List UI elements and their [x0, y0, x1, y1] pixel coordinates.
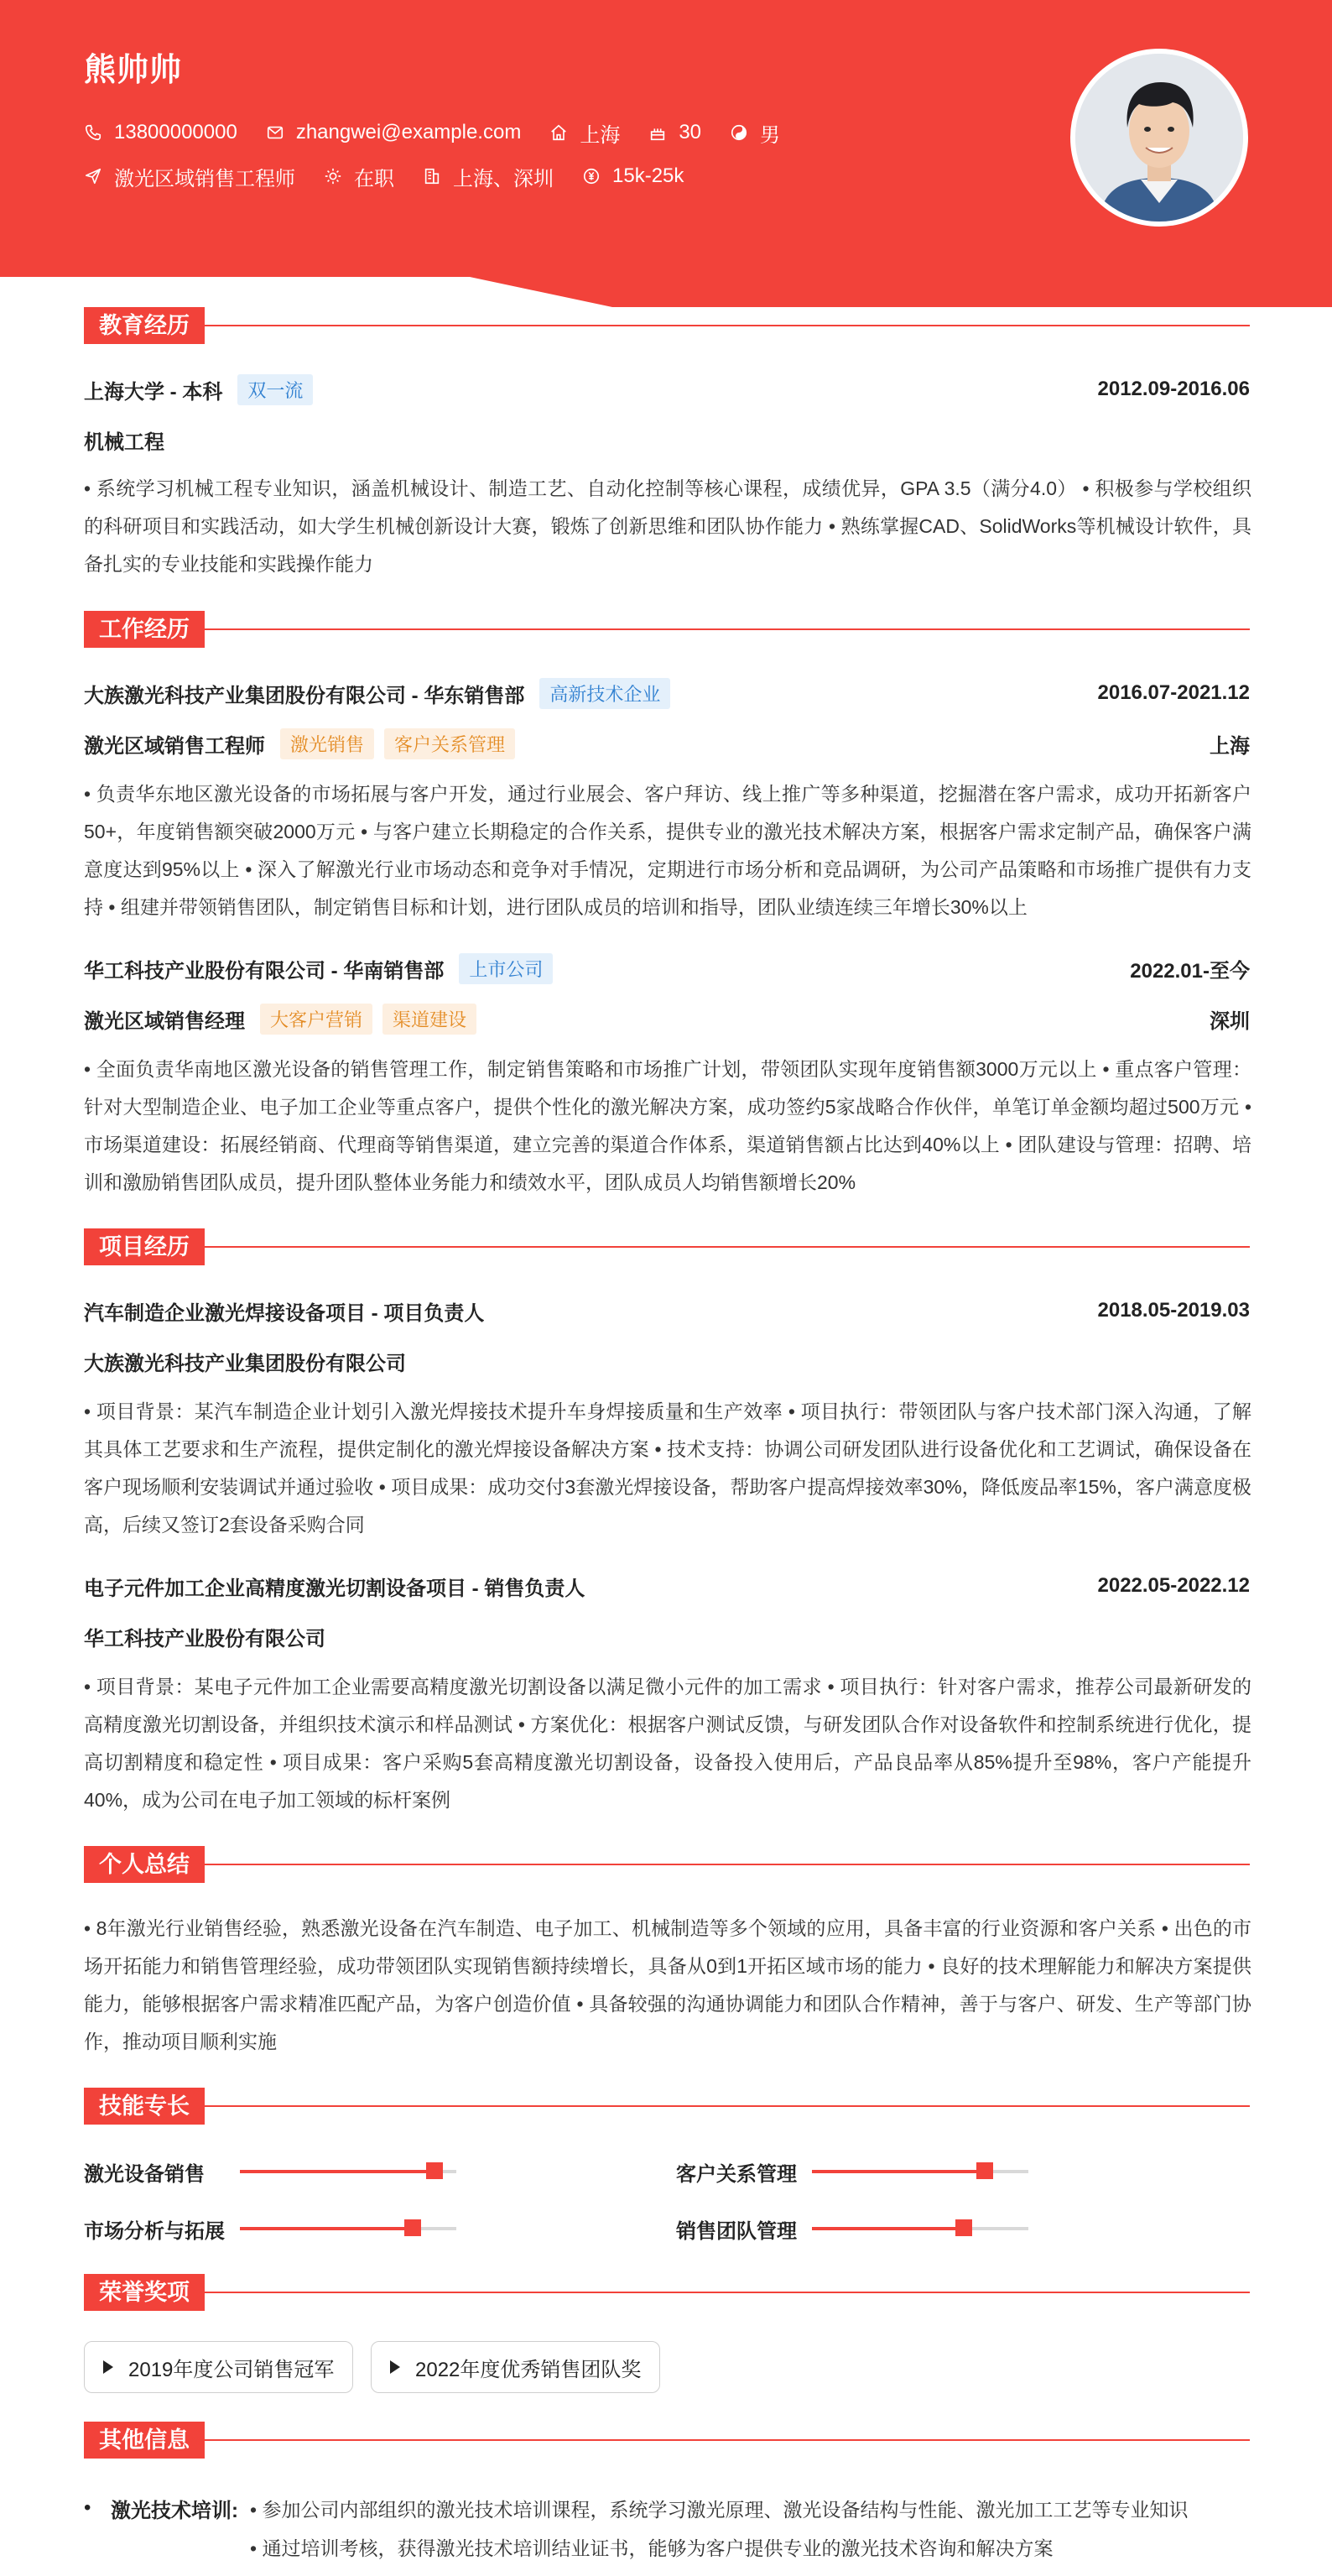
- salary-icon: [582, 167, 601, 185]
- bullet-dot: •: [84, 2496, 91, 2519]
- school-name: 上海大学 - 本科: [84, 380, 223, 404]
- job-intent-row: [84, 161, 712, 191]
- school-tag: 双一流: [237, 374, 313, 405]
- summary-description: • 8年激光行业销售经验，熟悉激光设备在汽车制造、电子加工、机械制造等多个领域的应用，具备丰富的行业资源和客户关系 • 出色的市场开拓能力和销售管理经验，成功带领团队实现销售额持续增长，具备从0到1开拓区域市场的能力 • 良好的技术理解能力和解决方案提供能力，能够根据客户需求精准匹配产品，为客户创造价值 • 具备较强的沟通协调能力和团队合作精神，善于与客户、研发、生产等部门协作，推动项目顺利实施: [84, 1917, 1251, 2052]
- avatar-portrait: [1075, 54, 1243, 222]
- work-company-row: [84, 952, 1250, 985]
- other-info: [84, 2489, 1258, 2566]
- education-section-header: [84, 307, 1250, 344]
- section-divider: [205, 2105, 1250, 2107]
- work-date: 2022.01-至今: [1130, 959, 1250, 983]
- section-divider: [205, 2292, 1250, 2293]
- gender-text: 男: [760, 123, 781, 147]
- education-description: • 系统学习机械工程专业知识，涵盖机械设计、制造工艺、自动化控制等核心课程，成绩优异，GPA 3.5（满分4.0） • 积极参与学校组织的科研项目和实践活动，如大学生机械创新设计大赛，锻炼了创新思维和团队协作能力 • 熟练掌握CAD、SolidWorks等机械设计软件，具备扎实的专业技能和实践操作能力: [84, 477, 1251, 575]
- work-title-row: [84, 727, 1250, 760]
- project-row: [84, 1569, 1250, 1603]
- work-section-title: 工作经历: [84, 611, 205, 648]
- projects-section-header: [84, 1228, 1250, 1265]
- work-location: 上海: [1210, 734, 1250, 758]
- section-divider: [205, 1246, 1250, 1248]
- project-name: 电子元件加工企业高精度激光切割设备项目 - 销售负责人: [84, 1577, 585, 1600]
- skill-level-marker: [976, 2162, 993, 2179]
- project-row: [84, 1294, 1250, 1327]
- project-company: 华工科技产业股份有限公司: [84, 1627, 325, 1650]
- section-divider: [205, 2439, 1250, 2441]
- project-date: 2022.05-2022.12: [1097, 1574, 1250, 1597]
- phone-icon: [84, 123, 102, 142]
- skill-fill: [240, 2227, 413, 2230]
- skill-tag: 客户关系管理: [384, 728, 515, 759]
- salary-text: 15k-25k: [612, 164, 684, 187]
- building-icon: [423, 167, 441, 185]
- award-badge: [371, 2341, 660, 2393]
- skill-level-marker: [955, 2219, 972, 2236]
- project-company-row: [84, 1344, 1250, 1378]
- work-company-row: [84, 676, 1250, 710]
- skill-tag: 激光销售: [280, 728, 374, 759]
- honors-section-title: 荣誉奖项: [84, 2274, 205, 2311]
- other-info-line: [84, 2527, 1258, 2566]
- other-info-line: [84, 2489, 1258, 2527]
- work-date: 2016.07-2021.12: [1097, 681, 1250, 704]
- summary-section-header: [84, 1846, 1250, 1883]
- phone-text: 13800000000: [114, 121, 237, 143]
- education-row: [84, 373, 1250, 406]
- skill-bar: [240, 2227, 456, 2230]
- skill-fill: [812, 2227, 964, 2230]
- education-date: 2012.09-2016.06: [1097, 378, 1250, 400]
- work-description: • 负责华东地区激光设备的市场拓展与客户开发，通过行业展会、客户拜访、线上推广等多种渠道，挖掘潜在客户需求，成功开拓新客户50+，年度销售额突破2000万元 • 与客户建立长期稳定的合作关系，提供专业的激光技术解决方案，根据客户需求定制产品，确保客户满意度达到95%以上 • 深入了解激光行业市场动态和竞争对手情况，定期进行市场分析和竞品调研，为公司产品策略和市场推广提供有力支持 • 组建并带领销售团队，制定销售目标和计划，进行团队成员的培训和指导，团队业绩连续三年增长30%以上: [84, 783, 1251, 918]
- skill-item: [84, 2212, 456, 2245]
- city-text: 上海: [580, 123, 621, 147]
- major-row: [84, 423, 1250, 456]
- skill-name: 激光设备销售: [84, 2162, 205, 2186]
- status-icon: [324, 167, 342, 185]
- award-text: 2019年度公司销售冠军: [128, 2358, 335, 2381]
- age-text: 30: [679, 121, 702, 143]
- major-name: 机械工程: [84, 430, 164, 454]
- section-divider: [205, 1864, 1250, 1865]
- skill-name: 销售团队管理: [676, 2219, 797, 2243]
- gender-icon: [730, 123, 748, 142]
- skill-bar: [240, 2170, 456, 2173]
- summary-section-title: 个人总结: [84, 1846, 205, 1883]
- play-triangle-icon: [390, 2360, 400, 2374]
- work-description: • 全面负责华南地区激光设备的销售管理工作，制定销售策略和市场推广计划，带领团队实现年度销售额3000万元以上 • 重点客户管理：针对大型制造企业、电子加工企业等重点客户，提供个性化的激光解决方案，成功签约5家战略合作伙伴，单笔订单金额均超过500万元 • 市场渠道建设：拓展经销商、代理商等销售渠道，建立完善的渠道合作体系，渠道销售额占比达到40%以上 • 团队建设与管理：招聘、培训和激励销售团队成员，提升团队整体业务能力和绩效水平，团队成员人均销售额增长20%: [84, 1058, 1251, 1193]
- other-info-text: • 通过培训考核，获得激光技术培训结业证书，能够为客户提供专业的激光技术咨询和解决方案: [250, 2537, 1054, 2559]
- status-item: [324, 162, 394, 191]
- home-icon: [549, 123, 568, 142]
- position-text: 激光区域销售工程师: [114, 167, 295, 190]
- work-title: 激光区域销售经理: [84, 1009, 245, 1033]
- work-company: 大族激光科技产业集团股份有限公司 - 华东销售部: [84, 684, 525, 707]
- age-item: [648, 121, 701, 144]
- award-text: 2022年度优秀销售团队奖: [415, 2358, 642, 2381]
- phone-item: [84, 121, 237, 144]
- work-title-row: [84, 1002, 1250, 1035]
- skill-name: 客户关系管理: [676, 2162, 797, 2186]
- project-date: 2018.05-2019.03: [1097, 1299, 1250, 1322]
- other-section-title: 其他信息: [84, 2422, 205, 2459]
- status-text: 在职: [354, 167, 394, 190]
- city-item: [549, 118, 620, 148]
- honors-section-header: [84, 2274, 1250, 2311]
- project-description: • 项目背景：某电子元件加工企业需要高精度激光切割设备以满足微小元件的加工需求 • 项目执行：针对客户需求，推荐公司最新研发的高精度激光切割设备，并组织技术演示和样品测试 • 方案优化：根据客户测试反馈，与研发团队合作对设备软件和控制系统进行优化，提高切割精度和稳定性 • 项目成果：客户采购5套高精度激光切割设备，设备投入使用后，产品良品率从85%提升至98%，客户产能提升40%，成为公司在电子加工领域的标杆案例: [84, 1676, 1251, 1811]
- target-city-text: 上海、深圳: [453, 167, 554, 190]
- email-text: zhangwei@example.com: [295, 121, 522, 143]
- skill-bar: [812, 2227, 1028, 2230]
- section-divider: [205, 325, 1250, 326]
- other-info-label: 激光技术培训:: [111, 2499, 238, 2522]
- avatar: [1070, 49, 1248, 227]
- other-section-header: [84, 2422, 1250, 2459]
- skill-level-marker: [404, 2219, 421, 2236]
- resume-header: [0, 0, 1332, 310]
- skills-section-header: [84, 2088, 1250, 2125]
- company-tag: 高新技术企业: [539, 678, 670, 709]
- award-badge: [84, 2341, 353, 2393]
- skill-name: 市场分析与拓展: [84, 2219, 225, 2243]
- work-section-header: [84, 611, 1250, 648]
- project-company-row: [84, 1619, 1250, 1653]
- send-icon: [84, 167, 102, 185]
- other-info-text: • 参加公司内部组织的激光技术培训课程，系统学习激光原理、激光设备结构与性能、激光加工工艺等专业知识: [250, 2498, 1189, 2521]
- email-item: [266, 121, 522, 144]
- position-item: [84, 162, 295, 191]
- education-section-title: 教育经历: [84, 307, 205, 344]
- skill-tag: 大客户营销: [260, 1004, 372, 1035]
- gender-item: [730, 118, 780, 148]
- section-divider: [205, 628, 1250, 630]
- project-name: 汽车制造企业激光焊接设备项目 - 项目负责人: [84, 1301, 485, 1325]
- skill-fill: [812, 2170, 985, 2173]
- project-company: 大族激光科技产业集团股份有限公司: [84, 1352, 406, 1375]
- candidate-name: 熊帅帅: [84, 53, 183, 88]
- projects-section-title: 项目经历: [84, 1228, 205, 1265]
- salary-item: [582, 164, 684, 188]
- work-company: 华工科技产业股份有限公司 - 华南销售部: [84, 959, 445, 983]
- skill-bar: [812, 2170, 1028, 2173]
- work-title: 激光区域销售工程师: [84, 734, 265, 758]
- contact-row: [84, 117, 809, 148]
- play-triangle-icon: [103, 2360, 113, 2374]
- company-tag: 上市公司: [459, 953, 553, 984]
- skill-fill: [240, 2170, 434, 2173]
- skill-item: [84, 2155, 456, 2188]
- skill-item: [676, 2212, 1028, 2245]
- email-icon: [266, 123, 284, 142]
- skills-section-title: 技能专长: [84, 2088, 205, 2125]
- skill-item: [676, 2155, 1028, 2188]
- work-location: 深圳: [1210, 1009, 1250, 1033]
- skill-level-marker: [426, 2162, 443, 2179]
- project-description: • 项目背景：某汽车制造企业计划引入激光焊接技术提升车身焊接质量和生产效率 • 项目执行：带领团队与客户技术部门深入沟通，了解其具体工艺要求和生产流程，提供定制化的激光焊接设备解决方案 • 技术支持：协调公司研发团队进行设备优化和工艺调试，确保设备在客户现场顺利安装调试并通过验收 • 项目成果：成功交付3套激光焊接设备，帮助客户提高焊接效率30%，降低废品率15%，客户满意度极高，后续又签订2套设备采购合同: [84, 1400, 1251, 1536]
- target-city-item: [423, 162, 554, 191]
- cake-icon: [648, 123, 667, 142]
- skill-tag: 渠道建设: [382, 1004, 476, 1035]
